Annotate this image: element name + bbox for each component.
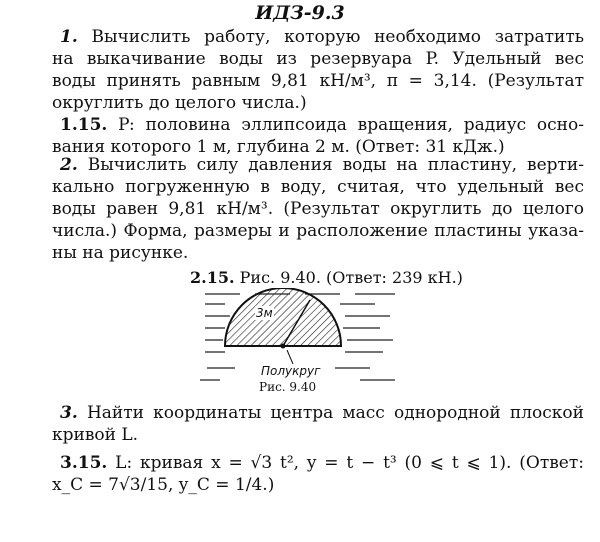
task-3-15-number: 3.15.	[60, 453, 108, 473]
task-1-15	[52, 114, 584, 158]
task-3-15-line-2: x_C = 7√3/15, y_C = 1/4.)	[52, 475, 275, 495]
task-3	[52, 402, 584, 446]
task-2-line-4: числа.) Форма, размеры и расположение пластины указа-	[52, 221, 584, 241]
task-2-line-3: воды равен 9,81 кН/м³. (Результат округлить до целого	[52, 199, 584, 219]
figure-caption	[190, 268, 463, 287]
figure-number-label: Рис. 9.40	[259, 380, 317, 394]
task-3-line-1: 3. Найти координаты центра масс однородной плоской	[60, 403, 584, 423]
task-2-line-1: 2. Вычислить силу давления воды на пластину, верти-	[60, 155, 584, 175]
figure-caption-text: Рис. 9.40. (Ответ: 239 кН.)	[239, 268, 463, 287]
task-1-line-4: округлить до целого числа.)	[52, 93, 307, 113]
label-pointer	[287, 350, 293, 364]
task-1-number: 1.	[60, 27, 78, 47]
task-2	[52, 154, 584, 264]
task-1-15-line-2: вания которого 1 м, глубина 2 м. (Ответ: 31 кДж.)	[52, 137, 505, 157]
task-3-line-2: кривой L.	[52, 425, 139, 445]
figure-9-40	[195, 288, 405, 398]
center-point	[281, 344, 286, 349]
task-3-15-line-1: 3.15. L: кривая x = √3 t², y = t − t³ (0 ⩽ t ⩽ 1). (Ответ:	[60, 453, 584, 473]
task-2-number: 2.	[60, 155, 78, 175]
task-1-line-1: 1. Вычислить работу, которую необходимо затратить	[60, 27, 585, 47]
radius-label: 3м	[256, 306, 273, 320]
document-title: ИДЗ-9.3	[255, 2, 345, 24]
figure-caption-number: 2.15.	[190, 268, 235, 287]
shape-label: Полукруг	[261, 364, 321, 378]
task-2-line-5: ны на рисунке.	[52, 243, 189, 263]
task-2-line-2: кально погруженную в воду, считая, что удельный вес	[52, 177, 584, 197]
task-1-15-line-1: 1.15. P: половина эллипсоида вращения, радиус осно-	[60, 115, 584, 135]
task-1	[52, 26, 584, 114]
task-1-line-3: воды принять равным 9,81 кН/м³, π = 3,14. (Результат	[52, 71, 584, 91]
semicircle-plate	[225, 288, 341, 346]
task-1-15-number: 1.15.	[60, 115, 108, 135]
task-3-number: 3.	[60, 403, 78, 423]
task-1-line-2: на выкачивание воды из резервуара P. Удельный вес	[52, 49, 584, 69]
task-3-15	[52, 452, 584, 496]
